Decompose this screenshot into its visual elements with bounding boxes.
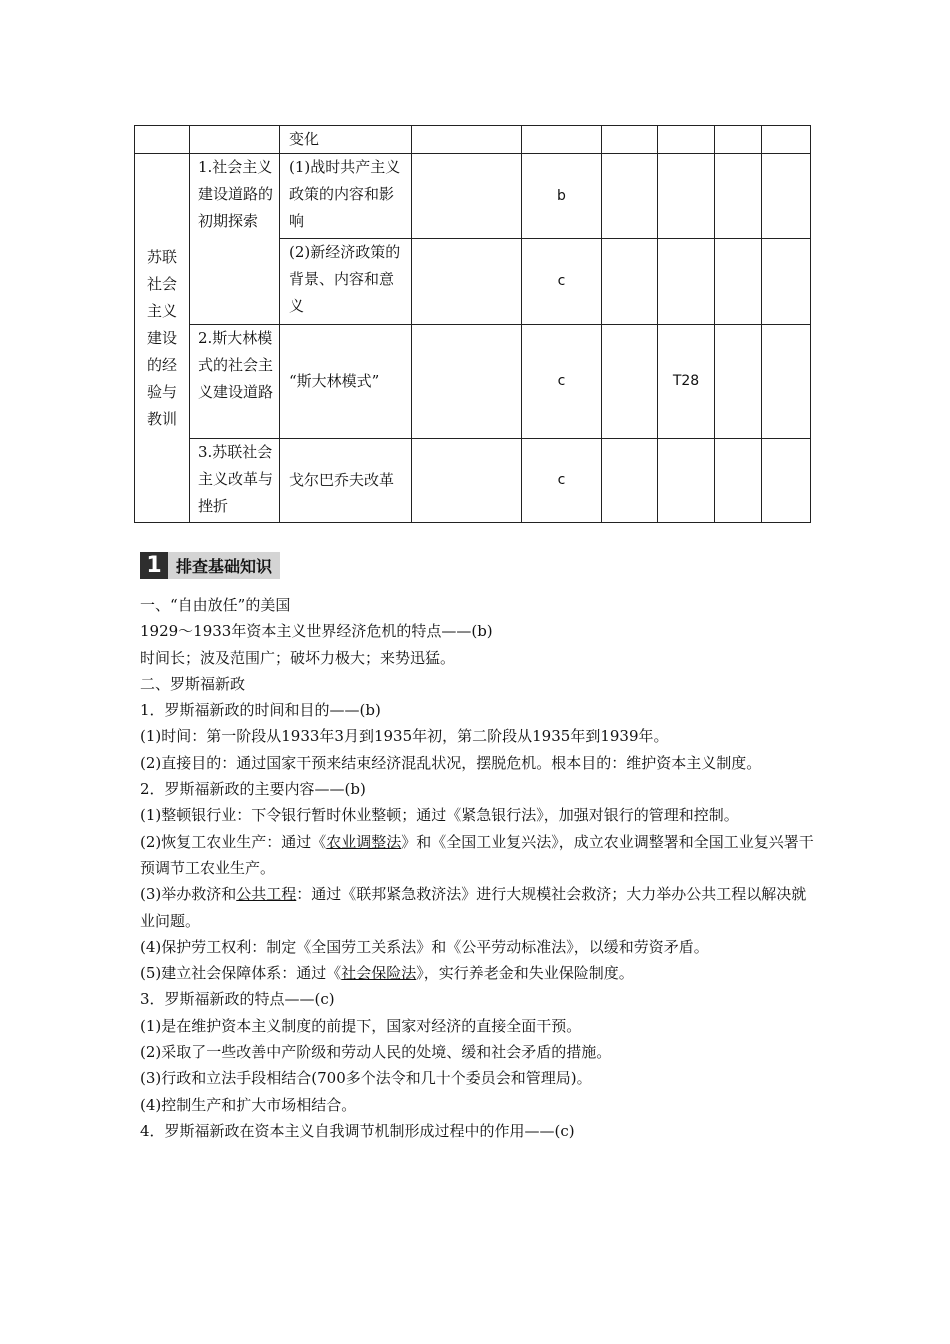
- text-span: (2)恢复工农业生产：通过《: [140, 832, 327, 851]
- text-line: (2)采取了一些改善中产阶级和劳动人民的处境、缓和社会矛盾的措施。: [140, 1043, 612, 1062]
- table-cell: [762, 325, 811, 439]
- level-cell: b: [522, 154, 602, 239]
- table-cell: [762, 126, 811, 154]
- table-row: [135, 439, 811, 523]
- text-line: (2)直接目的：通过国家干预来结束经济混乱状况，摆脱危机。根本目的：维护资本主义制度。: [140, 753, 762, 772]
- table-cell: [762, 439, 811, 523]
- text-line: 1．罗斯福新政的时间和目的——(b): [140, 701, 381, 720]
- table-cell: [412, 239, 522, 325]
- text-span: (3)举办救济和: [140, 885, 237, 904]
- text-span: ：通过《联邦紧急救济法》进行大规模社会救济；大力举办公共工程以解决就业问题。: [140, 885, 807, 930]
- text-line: [140, 829, 816, 882]
- unit-title-cell: 2.斯大林模式的社会主义建设道路: [190, 325, 280, 439]
- table-cell: [715, 325, 762, 439]
- item-cell: “斯大林模式”: [280, 325, 412, 439]
- table-cell: [715, 154, 762, 239]
- table-cell: [190, 126, 280, 154]
- unit-title-cell: 3.苏联社会主义改革与挫折: [190, 439, 280, 523]
- text-span: 》和《全国工业复兴法》，成立农业调整署和全国工业复兴署干预调节工农业生产。: [140, 832, 814, 877]
- text-line: 1929～1933年资本主义世界经济危机的特点——(b): [140, 622, 493, 641]
- text-span: 》，实行养老金和失业保险制度。: [416, 964, 634, 983]
- table-cell: [412, 126, 522, 154]
- table-cell: [602, 126, 658, 154]
- table-cell: [522, 126, 602, 154]
- table-cell: [135, 126, 190, 154]
- unit-title-cell: 1.社会主义建设道路的初期探索: [190, 154, 280, 325]
- table-cell: [762, 154, 811, 239]
- year-cell: [658, 154, 715, 239]
- table-cell: [715, 126, 762, 154]
- text-span: (5)建立社会保障体系：通过《: [140, 964, 342, 983]
- year-cell: [658, 439, 715, 523]
- level-cell: c: [522, 239, 602, 325]
- heading-line: 二、罗斯福新政: [140, 674, 246, 693]
- text-line: (3)行政和立法手段相结合(700多个法令和几十个委员会和管理局)。: [140, 1069, 592, 1088]
- topic-cell: 苏联社会主义建设的经验与教训: [135, 154, 190, 523]
- table-cell: [412, 325, 522, 439]
- table-cell: [412, 439, 522, 523]
- section-header: [140, 552, 280, 579]
- table-row: [135, 325, 811, 439]
- table-cell: [602, 325, 658, 439]
- content-body: [140, 592, 816, 1144]
- heading-line: 一、“自由放任”的美国: [140, 596, 291, 614]
- text-line: 4．罗斯福新政在资本主义自我调节机制形成过程中的作用——(c): [140, 1121, 575, 1140]
- item-cell: (2)新经济政策的背景、内容和意义: [280, 239, 412, 325]
- table-row: [135, 126, 811, 154]
- table-cell: [602, 154, 658, 239]
- level-cell: c: [522, 325, 602, 439]
- year-cell: [658, 239, 715, 325]
- text-line: (4)控制生产和扩大市场相结合。: [140, 1095, 357, 1114]
- table-cell: [715, 439, 762, 523]
- table-cell: [602, 439, 658, 523]
- text-line: (1)是在维护资本主义制度的前提下，国家对经济的直接全面干预。: [140, 1016, 582, 1035]
- level-cell: c: [522, 439, 602, 523]
- item-cell: (1)战时共产主义政策的内容和影响: [280, 154, 412, 239]
- text-line: [140, 960, 816, 986]
- year-cell: T28: [658, 325, 715, 439]
- underlined-term: 公共工程: [236, 885, 297, 904]
- section-number-badge: 1: [140, 552, 168, 579]
- text-line: [140, 881, 816, 934]
- table-row: [135, 154, 811, 239]
- text-line: (1)整顿银行业：下令银行暂时休业整顿；通过《紧急银行法》，加强对银行的管理和控制。: [140, 806, 739, 825]
- item-cell: 戈尔巴乔夫改革: [280, 439, 412, 523]
- text-line: 2．罗斯福新政的主要内容——(b): [140, 780, 366, 799]
- table-cell: 变化: [280, 126, 412, 154]
- text-line: (4)保护劳工权利：制定《全国劳工关系法》和《公平劳动标准法》，以缓和劳资矛盾。: [140, 937, 709, 956]
- underlined-term: 农业调整法: [326, 832, 402, 851]
- table-cell: [715, 239, 762, 325]
- knowledge-table: [134, 125, 811, 523]
- underlined-term: 社会保险法: [341, 964, 417, 983]
- text-line: 时间长；波及范围广；破坏力极大；来势迅猛。: [140, 648, 456, 667]
- section-title: 排查基础知识: [168, 552, 280, 579]
- table-cell: [412, 154, 522, 239]
- text-line: 3．罗斯福新政的特点——(c): [140, 990, 335, 1009]
- table-cell: [762, 239, 811, 325]
- table-cell: [658, 126, 715, 154]
- text-line: (1)时间：第一阶段从1933年3月到1935年初，第二阶段从1935年到1939年。: [140, 727, 669, 746]
- table-cell: [602, 239, 658, 325]
